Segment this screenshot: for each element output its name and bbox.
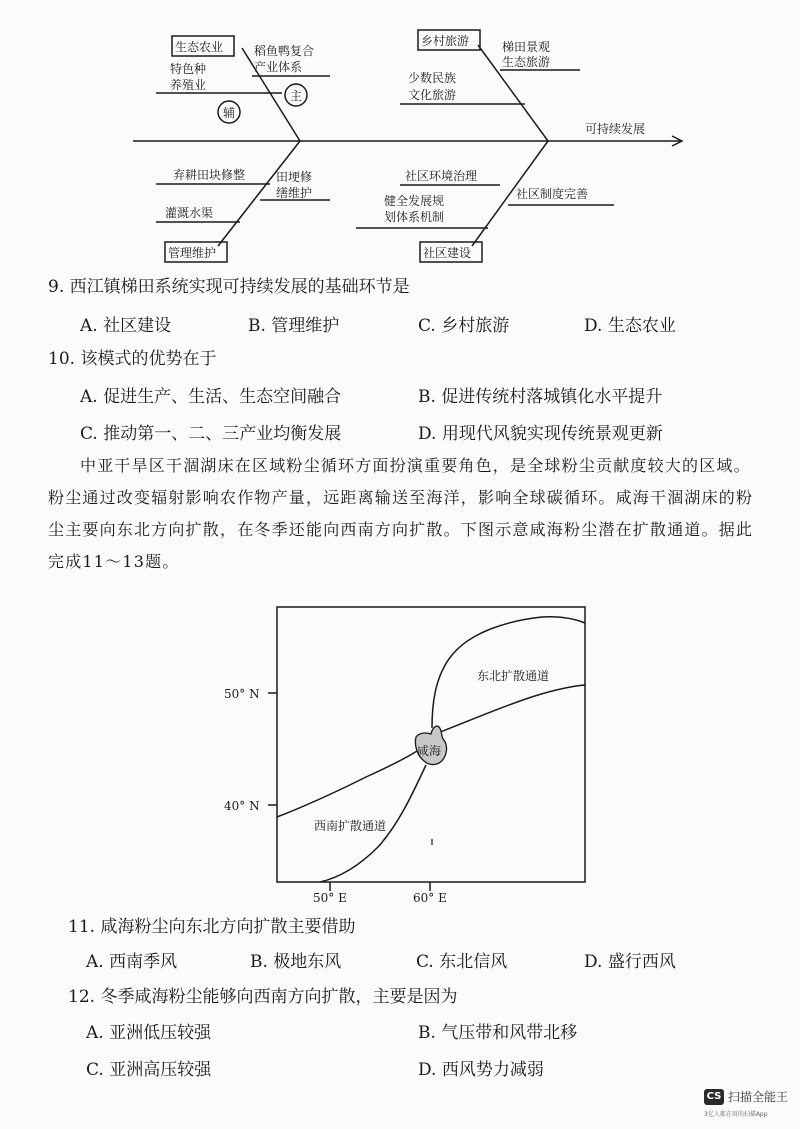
node-env-gov: 社区环境治理 — [405, 169, 478, 183]
passage — [48, 450, 768, 578]
q12-option-a[interactable]: A. 亚洲低压较强 — [86, 1023, 212, 1043]
q12-option-b[interactable]: B. 气压带和风带北移 — [418, 1023, 578, 1043]
node-ridge-1: 田埂修 — [276, 170, 313, 184]
q11-option-d[interactable]: D. 盛行西风 — [584, 952, 676, 972]
cat-rural-tour: 乡村旅游 — [421, 34, 470, 48]
scanner-watermark — [704, 1087, 794, 1123]
q9-option-a[interactable]: A. 社区建设 — [80, 316, 172, 336]
cat-management: 管理维护 — [168, 246, 217, 260]
q9-stem: 9. 西江镇梯田系统实现可持续发展的基础环节是 — [48, 277, 410, 297]
node-plan-2: 划体系机制 — [384, 210, 445, 224]
camscanner-logo-icon: CS — [704, 1089, 724, 1105]
q9-option-b[interactable]: B. 管理维护 — [248, 316, 340, 336]
node-rice-fish-duck-1: 稻鱼鸭复合 — [254, 44, 315, 58]
q11-stem: 11. 咸海粉尘向东北方向扩散主要借助 — [68, 917, 356, 937]
node-institution: 社区制度完善 — [516, 187, 589, 201]
q11-option-a[interactable]: A. 西南季风 — [86, 952, 178, 972]
q10-option-c[interactable]: C. 推动第一、二、三产业均衡发展 — [80, 424, 342, 444]
q10-option-a[interactable]: A. 促进生产、生活、生态空间融合 — [80, 387, 342, 407]
q10-option-d[interactable]: D. 用现代风貌实现传统景观更新 — [418, 424, 663, 444]
node-minority-2: 文化旅游 — [408, 88, 457, 102]
cat-eco-ag: 生态农业 — [175, 40, 224, 54]
dust-channel-map — [220, 595, 600, 915]
fishbone-diagram — [0, 0, 800, 270]
circle-main: 主 — [290, 89, 303, 103]
sw-channel-label: 西南扩散通道 — [314, 819, 387, 833]
cat-community: 社区建设 — [423, 246, 472, 260]
passage-line-3: 尘主要向东北方向扩散，在冬季还能向西南方向扩散。下图示意咸海粉尘潜在扩散通道。据此 — [48, 520, 754, 539]
watermark-name: 扫描全能王 — [728, 1090, 789, 1104]
node-minority-1: 少数民族 — [408, 71, 457, 85]
q10-stem: 10. 该模式的优势在于 — [48, 349, 217, 369]
q11-option-c[interactable]: C. 东北信风 — [416, 952, 508, 972]
node-special-breed-2: 养殖业 — [170, 78, 207, 92]
node-plan-1: 健全发展规 — [384, 194, 445, 208]
lon-50-label: 50° E — [313, 891, 347, 905]
q11-option-b[interactable]: B. 极地东风 — [250, 952, 342, 972]
node-irrigation: 灌溉水渠 — [165, 206, 214, 220]
sw-channel-upper — [277, 751, 417, 817]
outcome-label: 可持续发展 — [585, 122, 646, 136]
q9-option-d[interactable]: D. 生态农业 — [584, 316, 676, 336]
q12-option-d[interactable]: D. 西风势力减弱 — [418, 1060, 544, 1080]
node-ridge-2: 缮维护 — [276, 186, 313, 200]
circle-aux: 辅 — [223, 106, 236, 120]
q9-option-c[interactable]: C. 乡村旅游 — [418, 316, 510, 336]
q12-option-c[interactable]: C. 亚洲高压较强 — [86, 1060, 212, 1080]
aral-label: 咸海 — [417, 744, 442, 758]
passage-line-1: 中亚干旱区干涸湖床在区域粉尘循环方面扮演重要角色，是全球粉尘贡献度较大的区域。 — [80, 456, 751, 475]
lat-40-label: 40° N — [224, 799, 260, 813]
node-rice-fish-duck-2: 产业体系 — [254, 60, 303, 74]
node-terrace-scenery-1: 梯田景观 — [502, 40, 551, 54]
node-abandoned: 弃耕田块修整 — [173, 168, 246, 182]
ne-channel-lower — [438, 685, 585, 733]
passage-line-2: 粉尘通过改变辐射影响农作物产量，远距离输送至海洋，影响全球碳循环。咸海干涸湖床的粉 — [48, 488, 754, 507]
ne-channel-label: 东北扩散通道 — [477, 669, 550, 683]
watermark-sub: 3亿人都在用的扫描App — [704, 1111, 768, 1118]
q10-option-b[interactable]: B. 促进传统村落城镇化水平提升 — [418, 387, 663, 407]
node-special-breed-1: 特色种 — [170, 62, 207, 76]
lat-50-label: 50° N — [224, 687, 260, 701]
q12-stem: 12. 冬季咸海粉尘能够向西南方向扩散，主要是因为 — [68, 987, 458, 1007]
passage-line-4: 完成11～13题。 — [48, 552, 180, 571]
node-terrace-scenery-2: 生态旅游 — [502, 55, 551, 69]
lon-60-label: 60° E — [413, 891, 447, 905]
